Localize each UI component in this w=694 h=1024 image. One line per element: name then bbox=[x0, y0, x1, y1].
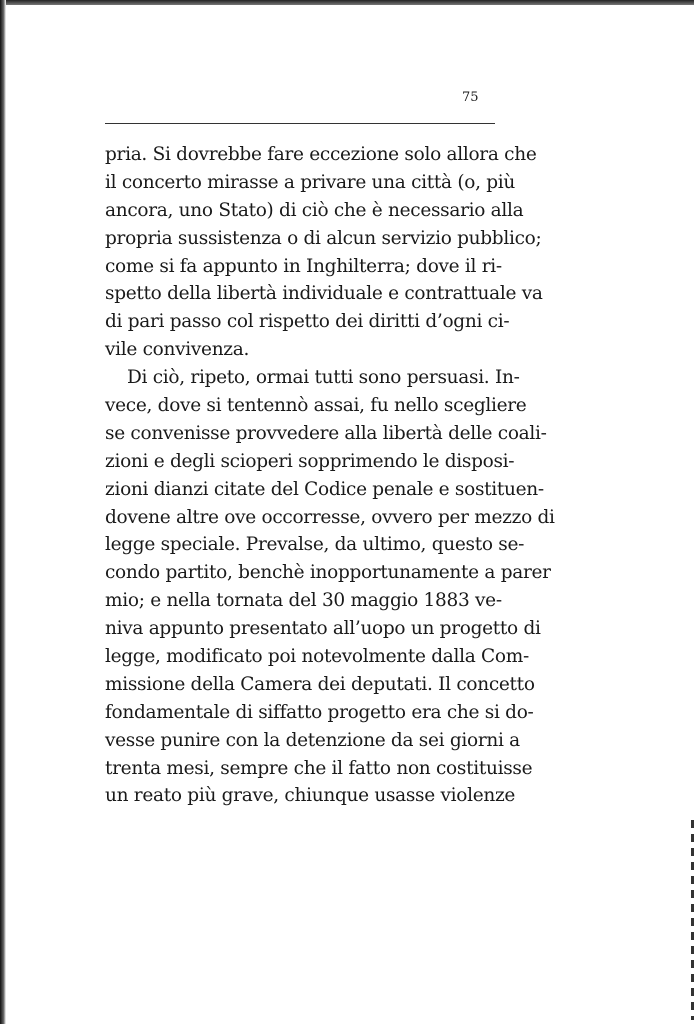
scan-left-edge bbox=[0, 0, 6, 1024]
text-line: vece, dove si tentennò assai, fu nello scegliere bbox=[105, 395, 527, 417]
text-line: fondamentale di siffatto progetto era che si do- bbox=[105, 701, 534, 723]
text-line: niva appunto presentato all’uopo un progetto di bbox=[105, 618, 541, 640]
text-line: pria. Si dovrebbe fare eccezione solo allora che bbox=[105, 144, 537, 165]
text-line: condo partito, benchè inopportunamente a parer bbox=[105, 562, 551, 584]
paragraph-1 bbox=[105, 141, 543, 364]
text-line: vesse punire con la detenzione da sei giorni a bbox=[105, 729, 520, 751]
text-line: propria sussistenza o di alcun servizio pubblico; bbox=[105, 227, 542, 249]
text-line: mio; e nella tornata del 30 maggio 1883 ve- bbox=[105, 590, 502, 612]
text-line: legge, modificato poi notevolmente dalla Com- bbox=[105, 646, 529, 668]
text-line: il concerto mirasse a privare una città (o, più bbox=[105, 171, 516, 193]
text-line: vile convivenza. bbox=[105, 339, 250, 361]
text-line: Di ciò, ripeto, ormai tutti sono persuasi. In- bbox=[127, 367, 520, 389]
text-line: dovene altre ove occorresse, ovvero per mezzo di bbox=[105, 506, 555, 528]
text-line: legge speciale. Prevalse, da ultimo, questo se- bbox=[105, 534, 525, 556]
text-line: come si fa appunto in Inghilterra; dove il ri- bbox=[105, 255, 502, 277]
body-text bbox=[105, 141, 555, 810]
scan-top-edge bbox=[0, 0, 694, 5]
text-line: zioni dianzi citate del Codice penale e sostituen- bbox=[105, 478, 544, 500]
text-line: trenta mesi, sempre che il fatto non costituisse bbox=[105, 757, 533, 779]
text-line: missione della Camera dei deputati. Il concetto bbox=[105, 673, 535, 695]
paragraph-2 bbox=[105, 364, 555, 810]
header-rule bbox=[105, 123, 495, 124]
text-line: spetto della libertà individuale e contrattuale va bbox=[105, 283, 543, 305]
text-line: se convenisse provvedere alla libertà delle coali- bbox=[105, 422, 547, 444]
text-line: di pari passo col rispetto dei diritti d’ogni ci- bbox=[105, 311, 510, 333]
text-line: un reato più grave, chiunque usasse violenze bbox=[105, 785, 516, 807]
text-line: zioni e degli scioperi sopprimendo le disposi- bbox=[105, 450, 515, 472]
text-line: ancora, uno Stato) di ciò che è necessario alla bbox=[105, 199, 524, 221]
page-number: 75 bbox=[462, 90, 479, 105]
